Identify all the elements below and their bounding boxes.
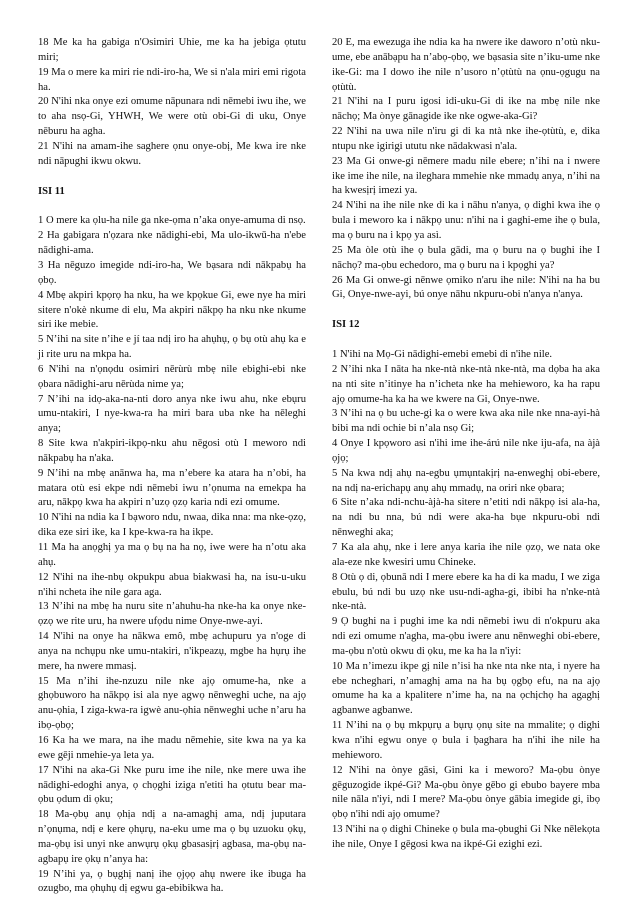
verse: 18 Me ka ha gabiga n'Osimiri Uhie, me ka ha jebiga ọtutu miri; <box>38 37 306 63</box>
verse: 3 N’ihi na ọ bu uche-gi ka o were kwa aka nile nke nna-ayi-hà bibi ma ndi ochie bi n’ala nsọ Gi; <box>332 408 600 435</box>
verse: 20 E, ma ewezuga ihe ndia ka ha nwere ike daworo n’otù nku-ume, ebe anābạpu ha n’abọ-ọbọ, we bạsasia site n’iku-ume nke ike-Gi: ma I dowo ihe nile n’usoro n’ọtùtù na ọnu-ọgugu na ọtùtù. <box>332 37 600 93</box>
left-intro <box>38 36 306 170</box>
verse: 12 N'ihi na ònye gāsi, Gini ka i meworo? Ma-ọbu ònye gēguzogide ikpé-Gi? Ma-ọbu ònye gēbo gi ebubo bayere mba nile nāla n'iyi, ndi I mere? Ma-ọbu ònye gābia imegide gi, ibọ ọbọ n'ihi ndi ajọ omume? <box>332 764 600 821</box>
verse: 9 N’ihi na mbẹ anānwa ha, ma n’ebere ka atara ha n’obi, ha matara otù esi ekpe ndi nēmebi iwu n’ọnuma na emekpa ha aru, nākpọ kwa ha akpiri n’uzọ ọzọ karia ndi ezi omume. <box>38 467 306 509</box>
verse: 26 Ma Gi onwe-gi nēnwe ọmiko n'aru ihe nile: N'ihi na ha bu Gi, Onye-nwe-ayi, bú onye nāhu nkpuru-obi n'anya n'anya. <box>332 274 600 301</box>
right-verses <box>332 348 600 853</box>
right-column <box>332 36 600 853</box>
verse: 17 N'ihi na aka-Gi Nke puru ime ihe nile, nke mere uwa ihe nādighi-edoghi anya, ọ chọghi iziga n'etiti ha ọtutu bear ma-ọbu ọdum di ọku; <box>38 764 306 806</box>
verse: 14 N'ihi na onye ha nākwa emô, mbẹ achupuru ya n'oge di anya na nchụpu nke umu-ntakiri, n'ikpeazụ, mgbe ha hụrụ ihe mere, ha nwere mmasị. <box>38 631 306 672</box>
verse: 20 N'ihi nka onye ezi omume nāpunara ndi nēmebi iwu ihe, we to aha nsọ-Gi, YHWH, We were otù obi-Gi di uku, Onye nēburu ha agha. <box>38 96 306 138</box>
left-verses <box>38 214 306 897</box>
verse: 3 Ha nēguzo imegide ndi-iro-ha, We bạsara ndi nākpabụ ha ọbọ. <box>38 259 306 286</box>
chapter-heading: ISI 11 <box>38 185 65 197</box>
left-column <box>38 36 306 897</box>
verse: 10 N'ihi na ndia ka I bạworo ndu, nwaa, dika nna: ma nke-ọzọ, dika eze siri ike, ka I kpe-kwa-ra ha ikpe. <box>38 512 306 539</box>
verse: 8 Otù ọ di, ọbunā ndi I mere ebere ka ha di ka madu, I we ziga ebulu, bú ndi bu uzọ nke usu-ndi-agha-gi, ibibi ha n'nke-ntà nke-ntà. <box>332 571 600 613</box>
verse: 19 N’ihi ya, ọ bụghị nanị ihe ọjọọ ahụ nwere ike ibuga ha ozugbo, ma ọhụhụ dị egwu ga-ebibikwa ha. <box>38 868 306 895</box>
verse: 11 Ma ha anọghị ya ma ọ bụ na ha nọ, iwe were ha n’otu aka ahụ. <box>38 542 306 568</box>
verse: 5 Na kwa ndị ahụ na-egbu ụmụntakịrị na-enweghị obi-ebere, na ndị na-erichapụ anụ ahụ mmadụ, na oriri nke ọbara; <box>332 467 600 494</box>
verse: 21 N'ihi na amam-ihe saghere ọnu onye-obị, Me kwa ire nke ndi nāpughi ikwu okwu. <box>38 140 306 167</box>
verse: 21 N'ihi na I puru igosi idi-uku-Gi di ike na mbẹ nile nke nāchọ; Ma ònye gānagide ike nke ogwe-aka-Gi? <box>332 96 600 123</box>
verse: 4 Onye I kpọworo asi n'ihi ime ihe-árú nile nke iju-afa, na àjà ọjọ; <box>332 438 600 464</box>
verse: 2 Ha gabigara n'ọzara nke nādighi-ebi, Ma ulo-ikwū-ha n'ebe nādighi-ama. <box>38 230 306 257</box>
verse: 15 Ma n’ihi ihe-nzuzu nile nke ajọ omume-ha, nke a ghọbuworo ha nākpọ isi ala nye agwọ nēnweghi uche, na ajọ anu-ọhia, I ziga-kwa-ra igwè anu-ọhia nēnweghi uche n’aru ha ibọ-ọbọ; <box>38 675 306 732</box>
verse: 18 Ma-ọbụ anụ ọhịa ndị a na-amaghị ama, ndị juputara n’ọnụma, ndị e kere ọhụrụ, na-eku ume ma ọ bụ uzuoku ọkụ, ma-ọbụ isi unyi nke anwụrụ ọkụ gbasasịrị agbasa, ma-ọbụ na-agbapụ ire ọkụ n’anya ha: <box>38 809 306 865</box>
verse: 16 Ka ha we mara, na ihe madu nēmehie, site kwa na ya ka ewe gēji nmehie-ya leta ya. <box>38 734 306 761</box>
verse: 23 Ma Gi onwe-gi nēmere madu nile ebere; n’ihi na i nwere ike ime ihe nile, na ileghara mmehie nke mmadụ anya, n’ihi na ha kwesịrị imezi ya. <box>332 155 600 197</box>
verse: 22 N'ihi na uwa nile n'iru gi di ka ntà nke ihe-ọtùtù, e, dika ntupu nke igirigi ututu nke nādakwasi n'ala. <box>332 126 600 152</box>
verse: 13 N'ihi na ọ dighi Chineke ọ bula ma-ọbughi Gi Nke nēlekọta ihe nile, Onye I gēgosi kwa na ikpé-Gi ezighi ezi. <box>332 824 600 850</box>
verse: 2 N’ihi nka I nāta ha nke-ntà nke-ntà nke-ntà, ma dọba ha aka na nti site n’itinye ha n’icheta nke ha mehieworo, ka ha rapu ajọ omume-ha ka ha we kwere na Gi, Onye-nwe. <box>332 363 600 405</box>
verse: 12 N'ihi na ihe-nbụ okpukpu abua biakwasi ha, na isu-u-uku n'ihi ncheta ihe nile gara aga. <box>38 571 306 598</box>
verse: 4 Mbẹ akpiri kpọrọ ha nku, ha we kpọkue Gi, ewe nye ha miri sitere n'okè nkume di elu, Ma akpiri nākpọ ha nku nke nkume siri ike mebie. <box>38 289 306 331</box>
verse: 13 N’ihi na mbẹ ha nuru site n’ahuhu-ha nke-ha ka onye nke-ọzọ we rite uru, ha nwere ufọdu nime Onye-nwe-ayi. <box>38 601 306 628</box>
verse: 7 N’ihi na idọ-aka-na-nti doro anya nke iwu ahu, nke ebụru umu-ntakiri, I nye-kwa-ra ha miri bara uba nke ha nēleghi anya; <box>38 393 306 435</box>
verse: 10 Ma n’imezu ikpe gị nile n’isi ha nke nta nke nta, i nyere ha ebe ncheghari, n’amaghị ama na ha bụ ọgbọ efu, na na ajọ omume ha ka a kpalitere n’ime ha, na na ọchịchọ ha agaghị agbanwe agbanwe. <box>332 660 600 717</box>
right-intro <box>332 36 600 303</box>
verse: 8 Site kwa n'akpiri-ikpọ-nku ahu nēgosi otù I meworo ndi nākpabụ ha n'aka. <box>38 438 306 464</box>
verse: 5 N’ihi na site n’ihe e jí taa ndị iro ha ahụhụ, ọ bụ otù ahụ ka e ji rite uru na mkpa ha. <box>38 334 306 361</box>
verse: 1 O mere ka ọlu-ha nile ga nke-ọma n’aka onye-amuma di nsọ. <box>38 215 306 227</box>
verse: 7 Ka ala ahụ, nke i lere anya karia ihe nile ọzọ, we nata oke ala-eze nke kwesiri umu Chineke. <box>332 542 600 568</box>
verse: 19 Ma o mere ka miri rie ndi-iro-ha, We si n'ala miri emi rigota ha. <box>38 66 306 93</box>
verse: 25 Ma òle otù ihe ọ bula gādi, ma ọ buru na ọ bughi ihe I nāchọ? ma-ọbu echedoro, ma ọ buru na i kpọghi ya? <box>332 244 600 271</box>
verse: 6 N'ihi na n'ọnọdu osimiri nērùrù mbẹ nile ebighi-ebi nke ọbara nādighi-aru nērùda nime ya; <box>38 363 306 390</box>
chapter-heading: ISI 12 <box>332 319 360 331</box>
verse: 24 N'ihi na ihe nile nke di ka i nāhu n'anya, ọ dighi kwa ihe ọ bula i meworo ka i nākpọ unu: n'ihi na i gaghi-eme ihe ọ bula, ma ọ buru na i kpọ ya asì. <box>332 200 600 241</box>
verse: 1 N'ihi na Mọ-Gi nādighi-emebi emebi di n'ihe nile. <box>332 349 553 361</box>
verse: 9 Ọ bughi na i pughi ime ka ndi nēmebi iwu di n'okpuru aka ndi ezi omume n'agha, ma-ọbu iwere anu nēnweghi obi-ebere, ma-ọbu n'otù okwu di ọku, me ka ha la n'iyi: <box>332 616 600 657</box>
verse: 6 Site n’aka ndi-nchu-àjà-ha sitere n’etiti ndi nākpọ isi ala-ha, na ndi bu nna, bú ndi were aka-ha bụe nkpuru-obi ndi nēnweghi aka; <box>332 497 600 539</box>
verse: 11 N’ihi na ọ bụ mkpụrụ a bụrụ ọnụ site na mmalite; ọ dighi kwa n'ihi egwu onye ọ bula i ḅaghara ha n'ihi ihe nile ha mehieworo. <box>332 720 600 761</box>
